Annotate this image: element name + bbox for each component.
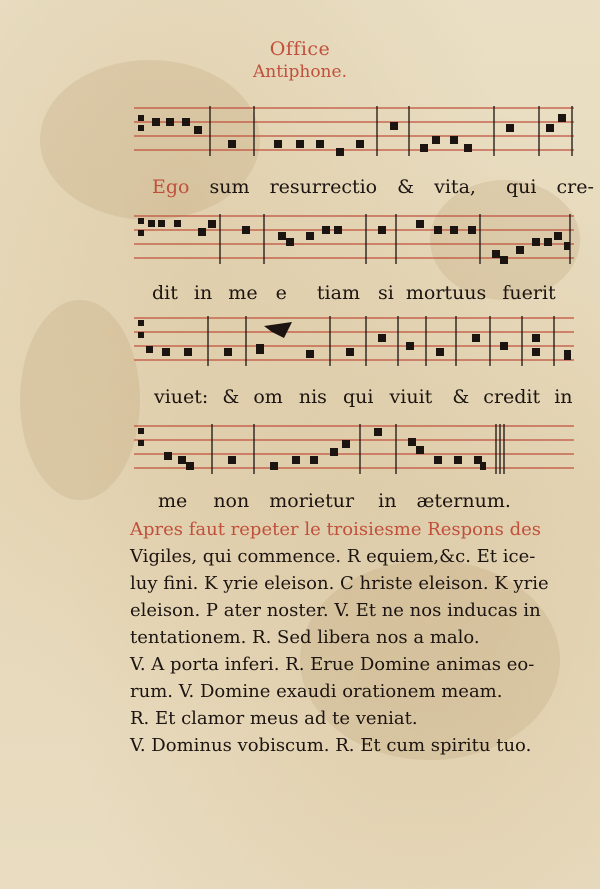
lyric-word: sum xyxy=(209,176,250,198)
header-antiphone: Antiphone. xyxy=(253,62,347,82)
music-staff-3 xyxy=(134,310,574,374)
lyric-word: morietur xyxy=(269,490,355,512)
rubric-line: tentationem. R. Sed libera nos a malo. xyxy=(130,627,480,648)
lyrics-line-3 xyxy=(152,386,572,408)
rubric-line: V. Dominus vobiscum. R. Et cum spiritu tuo. xyxy=(130,735,532,756)
lyric-word: in xyxy=(554,386,573,408)
lyric-word: non xyxy=(213,490,250,512)
rubric-text xyxy=(130,516,575,759)
lyrics-line-4 xyxy=(152,490,572,512)
lyric-word: & xyxy=(397,176,415,198)
lyrics-line-1 xyxy=(152,176,594,198)
lyric-word: me xyxy=(158,490,188,512)
music-staff-2 xyxy=(134,208,574,272)
header-office: Office xyxy=(269,38,331,60)
music-staff-1 xyxy=(134,100,574,164)
rubric-line: Apres faut repeter le troisiesme Respons des xyxy=(130,519,541,540)
lyric-word: si xyxy=(378,282,394,304)
rubric-line: luy fini. K yrie eleison. C hriste eleison. K yrie xyxy=(130,573,549,594)
lyric-word: mortuus xyxy=(405,282,487,304)
lyric-word: dit xyxy=(152,282,178,304)
lyric-word: om xyxy=(253,386,283,408)
lyric-word: vita, xyxy=(434,176,476,198)
rubric-line: rum. V. Domine exaudi orationem meam. xyxy=(130,681,503,702)
music-staff-4 xyxy=(134,418,574,482)
lyric-word: fuerit xyxy=(502,282,556,304)
lyric-word: in xyxy=(378,490,397,512)
lyric-word: viuit xyxy=(389,386,433,408)
lyric-word: & xyxy=(222,386,240,408)
page-header xyxy=(0,38,600,82)
lyric-word: cre- xyxy=(556,176,594,198)
rubric-line: eleison. P ater noster. V. Et ne nos inducas in xyxy=(130,600,541,621)
lyric-word: æternum. xyxy=(416,490,511,512)
rubric-line: V. A porta inferi. R. Erue Domine animas eo- xyxy=(130,654,535,675)
rubric-line: R. Et clamor meus ad te veniat. xyxy=(130,708,418,729)
lyrics-line-2 xyxy=(152,282,572,304)
lyric-word: tiam xyxy=(316,282,360,304)
lyric-word: me xyxy=(228,282,258,304)
lyric-word: resurrectio xyxy=(269,176,378,198)
lyric-word: nis xyxy=(298,386,327,408)
lyric-word: & xyxy=(452,386,470,408)
lyric-initial: Ego xyxy=(152,176,190,198)
lyric-word: qui xyxy=(342,386,374,408)
lyric-word: qui xyxy=(506,176,537,198)
lyric-word: in xyxy=(193,282,213,304)
rubric-line: Vigiles, qui commence. R equiem,&c. Et ice- xyxy=(130,546,536,567)
lyric-word: credit xyxy=(483,386,541,408)
lyric-word: e xyxy=(275,282,287,304)
lyric-word: viuet: xyxy=(154,386,209,408)
